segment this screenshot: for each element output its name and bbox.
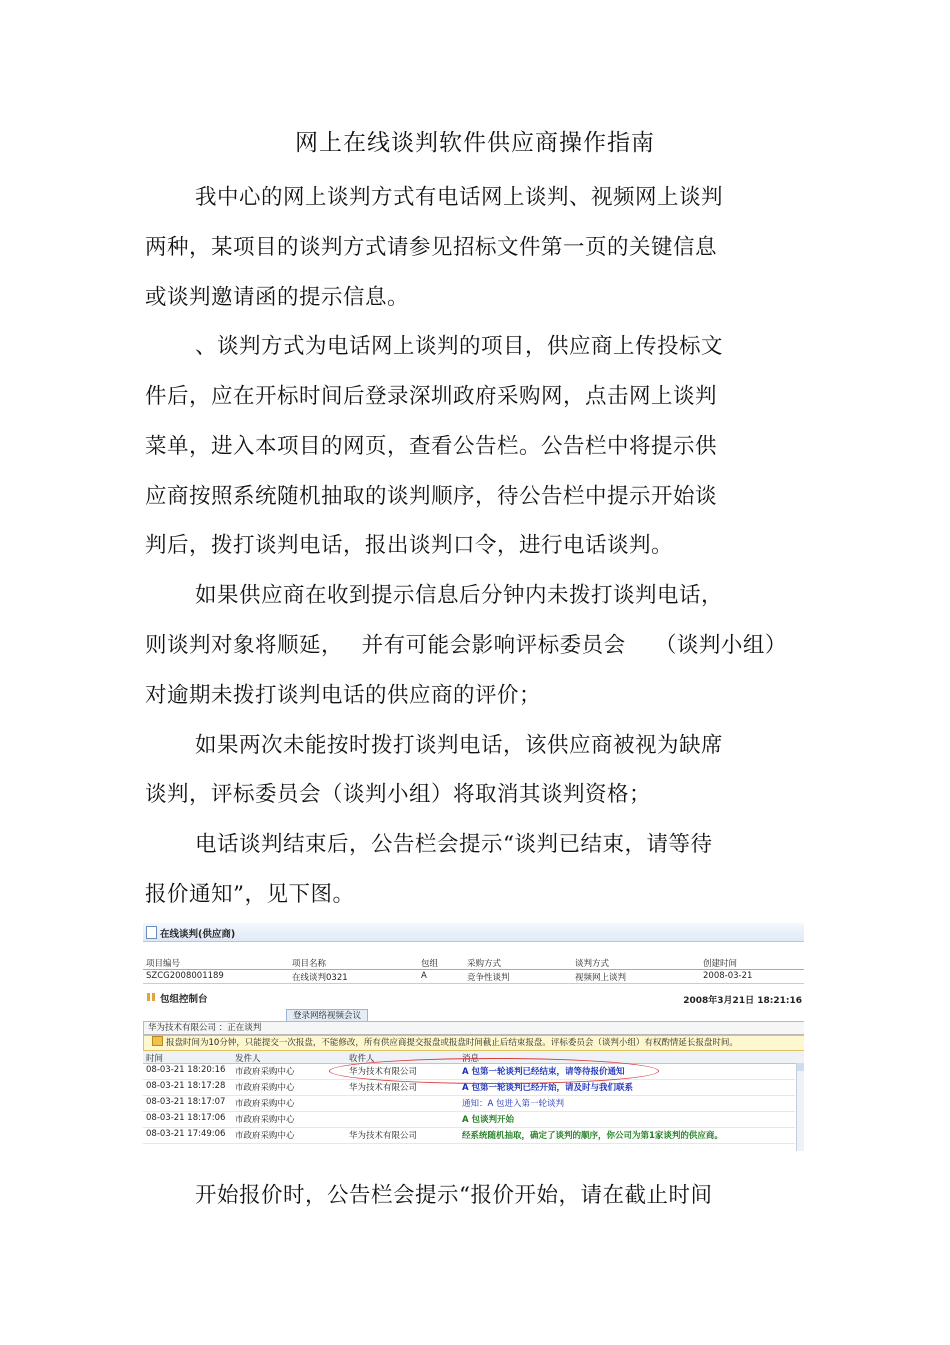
notice-bar [143,1035,804,1051]
paragraph-line: 菜单，进入本项目的网页，查看公告栏。公告栏中将提示供 [145,434,718,459]
message-row[interactable] [143,1128,795,1144]
column-header: 谈判方式 [575,959,610,969]
server-time: 2008年3月21日 18:21:16 [683,996,802,1006]
control-panel-title: 包组控制台 [160,994,208,1005]
highlight-ellipse [329,1058,659,1084]
cell: SZCG2008001189 [146,971,224,981]
company-status: 华为技术有限公司 ：正在谈判 [148,1023,262,1033]
column-header: 时间 [146,1054,164,1064]
page-title: 在线谈判(供应商) [160,929,236,940]
cell: 在线谈判0321 [292,973,348,983]
page-icon [146,926,157,939]
message-sender: 市政府采购中心 [235,1131,295,1141]
message-time: 08-03-21 17:49:06 [146,1129,226,1139]
message-time: 08-03-21 18:17:06 [146,1113,226,1123]
column-header: 创建时间 [703,959,738,969]
paragraph-line: 报价通知”，见下图。 [145,882,355,907]
paragraph-line: 则谈判对象将顺延， 并有可能会影响评标委员会 （谈判小组） [145,633,787,658]
scroll-up-arrow-icon[interactable] [797,1063,804,1071]
paragraph-line: 电话谈判结束后，公告栏会提示“谈判已结束，请等待 [195,832,713,857]
message-receiver: 华为技术有限公司 [349,1067,418,1077]
message-sender: 市政府采购中心 [235,1115,295,1125]
notice-icon [152,1036,163,1046]
paragraph-line: 我中心的网上谈判方式有电话网上谈判、视频网上谈判 [195,185,724,210]
column-header: 项目编号 [146,959,181,969]
column-header: 消息 [462,1054,480,1064]
column-header: 发件人 [235,1054,261,1064]
negotiation-screenshot [143,923,804,1151]
message-text: 通知：A 包进入第一轮谈判 [462,1099,565,1109]
page-header [143,923,804,942]
paragraph-line: 两种，某项目的谈判方式请参见招标文件第一页的关键信息 [145,235,718,260]
message-text: A 包谈判开始 [462,1115,515,1125]
message-sender: 市政府采购中心 [235,1067,295,1077]
paragraph-line: 开始报价时，公告栏会提示“报价开始，请在截止时间 [195,1183,713,1208]
column-header: 包组 [421,959,439,969]
paragraph-line: 或谈判邀请函的提示信息。 [145,285,410,310]
message-text: A 包第一轮谈判已经开始，请及时与我们联系 [462,1083,634,1093]
cell: A [421,971,427,981]
paragraph-line: 对逾期未拨打谈判电话的供应商的评价； [145,683,542,708]
paragraph-line: 如果两次未能按时拨打谈判电话，该供应商被视为缺席 [195,733,724,758]
message-sender: 市政府采购中心 [235,1083,295,1093]
video-conference-tab[interactable]: 登录网络视频会议 [286,1009,368,1022]
paragraph-line: 、谈判方式为电话网上谈判的项目，供应商上传投标文 [195,334,724,359]
message-row[interactable] [143,1096,795,1112]
grid-icon [147,993,155,1001]
cell: 视频网上谈判 [575,973,627,983]
document-title: 网上在线谈判软件供应商操作指南 [295,130,655,156]
company-status-bar [143,1021,804,1035]
message-time: 08-03-21 18:17:28 [146,1081,226,1091]
paragraph-line: 如果供应商在收到提示信息后分钟内未拨打谈判电话， [195,583,724,608]
message-text: A 包第一轮谈判已经结束，请等待报价通知 [462,1067,625,1077]
message-row[interactable] [143,1112,795,1128]
message-sender: 市政府采购中心 [235,1099,295,1109]
message-text: 经系统随机抽取，确定了谈判的顺序，你公司为第1家谈判的供应商。 [462,1131,723,1141]
paragraph-line: 判后，拨打谈判电话，报出谈判口令，进行电话谈判。 [145,533,674,558]
message-receiver: 华为技术有限公司 [349,1131,418,1141]
cell: 竞争性谈判 [467,973,510,983]
table-header-row [143,957,804,970]
control-panel-header [143,990,804,1006]
paragraph-line: 谈判，评标委员会（谈判小组）将取消其谈判资格； [145,782,652,807]
message-receiver: 华为技术有限公司 [349,1083,418,1093]
message-time: 08-03-21 18:20:16 [146,1065,226,1075]
notice-text: 报盘时间为10分钟，只能提交一次报盘，不能修改，所有供应商提交报盘或报盘时间截止后结束报盘。评标委员会（谈判小组）有权酌情延长报盘时间。 [166,1038,738,1048]
cell: 2008-03-21 [703,971,753,981]
message-time: 08-03-21 18:17:07 [146,1097,226,1107]
table-row[interactable] [143,971,804,984]
column-header: 收件人 [349,1054,375,1064]
paragraph-line: 件后，应在开标时间后登录深圳政府采购网，点击网上谈判 [145,384,718,409]
message-scrollbar[interactable] [796,1063,804,1151]
column-header: 采购方式 [467,959,502,969]
column-header: 项目名称 [292,959,327,969]
paragraph-line: 应商按照系统随机抽取的谈判顺序，待公告栏中提示开始谈 [145,484,718,509]
